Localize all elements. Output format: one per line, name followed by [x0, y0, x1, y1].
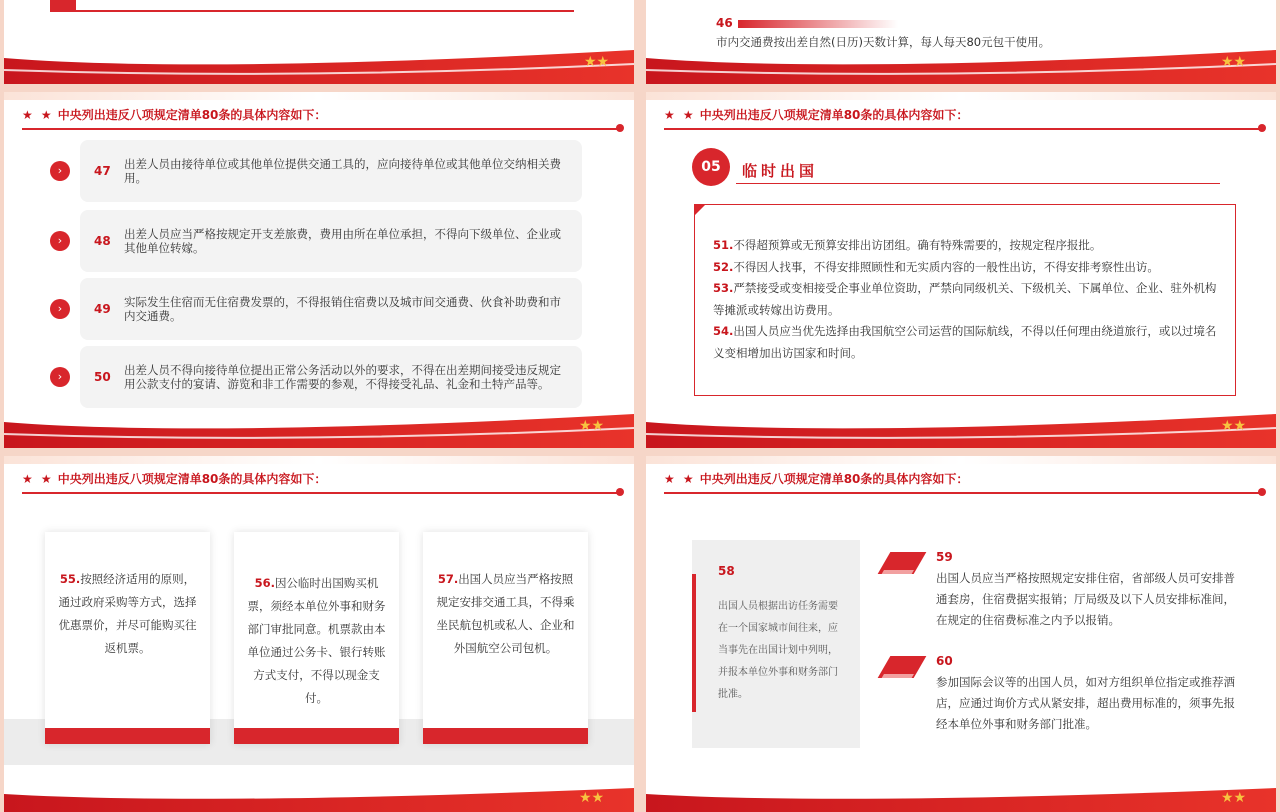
item-number: 59	[936, 550, 953, 564]
header-text: 中央列出违反八项规定清单80条的具体内容如下：	[57, 472, 327, 486]
star-icon: ★★	[579, 418, 605, 434]
item-text: 出差人员由接待单位或其他单位提供交通工具的，应向接待单位或其他单位交纳相关费用。	[124, 157, 561, 185]
chevron-right-icon: ›	[50, 299, 70, 319]
chevron-right-icon: ›	[50, 161, 70, 181]
header-text: 中央列出违反八项规定清单80条的具体内容如下：	[699, 472, 969, 486]
star-icon: ★ ★	[664, 472, 696, 486]
parallelogram-icon	[878, 552, 927, 574]
list-item	[57, 278, 582, 340]
list-item	[57, 346, 582, 408]
slide-6	[646, 456, 1276, 812]
slide-5	[4, 456, 634, 812]
list-item	[57, 140, 582, 202]
red-ribbon-decoration	[646, 44, 1276, 84]
star-icon: ★★	[1221, 790, 1247, 806]
header-underline	[664, 492, 1262, 494]
card-bar	[45, 728, 210, 744]
red-ribbon-decoration	[4, 44, 634, 84]
star-icon: ★ ★	[664, 108, 696, 122]
rule-line: 52.不得因人找事，不得安排照顾性和无实质内容的一般性出访，不得安排考察性出访。	[713, 259, 1159, 274]
star-icon: ★★	[1221, 54, 1247, 70]
item-number: 50	[94, 370, 111, 384]
item-text: 实际发生住宿而无住宿费发票的，不得报销住宿费以及城市间交通费、伙食补助费和市内交通费。	[124, 295, 561, 323]
slide-header	[22, 106, 326, 123]
slide-1	[4, 0, 634, 84]
item-text: 市内交通费按出差自然(日历)天数计算，每人每天80元包干使用。	[716, 35, 1051, 49]
item-number: 49	[94, 302, 111, 316]
item-text: 参加国际会议等的出国人员，如对方组织单位指定或推荐酒店，应通过询价方式从紧安排，超出费用标准的，须事先报经本单位外事和财务部门批准。	[936, 675, 1235, 731]
rule-line: 54.出国人员应当优先选择由我国航空公司运营的国际航线，不得以任何理由绕道旅行，或以过境名义变相增加出访国家和时间。	[713, 324, 1217, 360]
rule-card	[423, 532, 588, 744]
item-number: 58	[718, 564, 735, 578]
header-dot	[1258, 488, 1266, 496]
slide-3	[4, 92, 634, 448]
item-number: 48	[94, 234, 111, 248]
corner-decoration	[694, 204, 706, 216]
card-text: 57.出国人员应当严格按照规定安排交通工具，不得乘坐民航包机或私人、企业和外国航空公司包机。	[436, 572, 575, 655]
card-bar	[234, 728, 399, 744]
item-text: 出差人员不得向接待单位提出正常公务活动以外的要求，不得在出差期间接受违反规定用公款支付的宴请、游览和非工作需要的参观，不得接受礼品、礼金和土特产品等。	[124, 363, 561, 391]
rule-box	[692, 540, 860, 748]
red-ribbon-decoration	[646, 772, 1276, 812]
rule-line: 53.严禁接受或变相接受企事业单位资助，严禁向同级机关、下级机关、下属单位、企业、驻外机构等摊派或转嫁出访费用。	[713, 281, 1217, 317]
header-text: 中央列出违反八项规定清单80条的具体内容如下：	[57, 108, 327, 122]
item-number: 46	[716, 16, 733, 30]
star-icon: ★★	[579, 790, 605, 806]
card-bar	[423, 728, 588, 744]
red-ribbon-decoration	[4, 408, 634, 448]
header-text: 中央列出违反八项规定清单80条的具体内容如下：	[699, 108, 969, 122]
chevron-right-icon: ›	[50, 231, 70, 251]
gradient-bar	[738, 20, 898, 28]
chevron-right-icon: ›	[50, 367, 70, 387]
rule-card	[45, 532, 210, 744]
star-icon: ★ ★	[22, 108, 54, 122]
slide-header	[22, 470, 326, 487]
star-icon: ★★	[1221, 418, 1247, 434]
slide-header	[664, 106, 968, 123]
list-item	[57, 210, 582, 272]
accent-bar	[692, 574, 696, 712]
parallelogram-icon	[878, 656, 927, 678]
slide-4	[646, 92, 1276, 448]
rule-line: 51.不得超预算或无预算安排出访团组。确有特殊需要的，按规定程序报批。	[713, 238, 1102, 252]
item-text: 出国人员应当严格按照规定安排住宿，省部级人员可安排普通套房，住宿费据实报销；厅局级及以下人员安排标准间，在规定的住宿费标准之内予以报销。	[936, 571, 1235, 627]
header-dot	[616, 488, 624, 496]
red-ribbon-decoration	[646, 408, 1276, 448]
card-text: 55.按照经济适用的原则，通过政府采购等方式，选择优惠票价，并尽可能购买往返机票。	[58, 572, 197, 655]
rule-card	[234, 532, 399, 744]
header-dot	[616, 124, 624, 132]
star-icon: ★★	[584, 54, 610, 70]
star-icon: ★ ★	[22, 472, 54, 486]
slide-2	[646, 0, 1276, 84]
red-ribbon-decoration	[4, 772, 634, 812]
item-text: 出差人员应当严格按规定开支差旅费，费用由所在单位承担，不得向下级单位、企业或其他单位转嫁。	[124, 227, 561, 255]
card-text: 56.因公临时出国购买机票，须经本单位外事和财务部门审批同意。机票款由本单位通过公务卡、银行转账方式支付，不得以现金支付。	[247, 576, 386, 705]
header-dot	[1258, 124, 1266, 132]
section-number: 05	[692, 148, 730, 186]
header-underline	[22, 492, 620, 494]
item-number: 47	[94, 164, 111, 178]
header-underline	[50, 10, 574, 12]
item-text: 出国人员根据出访任务需要在一个国家城市间往来，应当事先在出国计划中列明，并报本单位外事和财务部门批准。	[718, 601, 838, 700]
header-underline	[22, 128, 620, 130]
slide-header	[664, 470, 968, 487]
section-underline	[736, 183, 1220, 184]
section-title: 临时出国	[742, 162, 819, 180]
header-underline	[664, 128, 1262, 130]
content-box	[694, 204, 1236, 396]
item-number: 60	[936, 654, 953, 668]
